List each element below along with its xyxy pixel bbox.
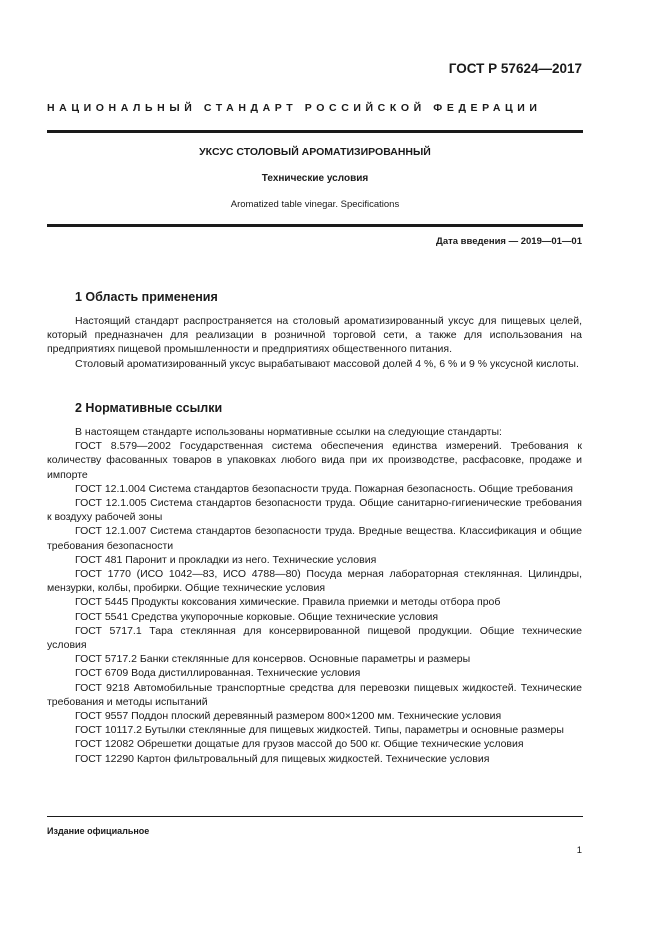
reference-item: ГОСТ 5717.1 Тара стеклянная для консервированной пищевой продукции. Общие технические условия	[47, 624, 582, 652]
reference-item: ГОСТ 6709 Вода дистиллированная. Технические условия	[75, 667, 361, 680]
page-number: 1	[576, 845, 582, 856]
reference-item: ГОСТ 12082 Обрешетки дощатые для грузов массой до 500 кг. Общие технические условия	[75, 738, 524, 751]
document-title: УКСУС СТОЛОВЫЙ АРОМАТИЗИРОВАННЫЙ	[199, 146, 431, 158]
reference-item: ГОСТ 12.1.004 Система стандартов безопасности труда. Пожарная безопасность. Общие требования	[75, 482, 573, 495]
section-1-paragraph: Настоящий стандарт распространяется на столовый ароматизированный уксус для пищевых целей, который предназначен для реализации в розничной торговой сети, а также для использования на предприятиях пищевой промышленности и предприятиях общественного питания.	[47, 315, 582, 356]
reference-item: ГОСТ 5541 Средства укупорочные корковые. Общие технические условия	[75, 610, 439, 623]
reference-item: ГОСТ 481 Паронит и прокладки из него. Технические условия	[75, 553, 377, 566]
introduction-date: Дата введения — 2019—01—01	[436, 236, 582, 247]
footer-divider	[47, 816, 583, 817]
section-1-paragraph: Столовый ароматизированный уксус вырабатывают массовой долей 4 %, 6 % и 9 % уксусной кислоты.	[75, 357, 579, 370]
reference-item: ГОСТ 12290 Картон фильтровальный для пищевых жидкостей. Технические условия	[75, 752, 490, 765]
header-divider-bottom	[47, 224, 583, 227]
reference-item: ГОСТ 12.1.007 Система стандартов безопасности труда. Вредные вещества. Классификация и общие требования безопасности	[47, 525, 582, 552]
section-2-body	[47, 425, 582, 766]
document-title-english: Aromatized table vinegar. Specifications	[230, 199, 400, 210]
section-2-heading: 2 Нормативные ссылки	[75, 401, 223, 415]
reference-item: ГОСТ 9218 Автомобильные транспортные средства для перевозки пищевых жидкостей. Технические требования и методы испытаний	[47, 681, 582, 708]
reference-item: ГОСТ 8.579—2002 Государственная система обеспечения единства измерений. Требования к количеству фасованных товаров в упаковках любого вида при их производстве, расфасовке, продаже и импорте	[47, 440, 582, 481]
header-divider-top	[47, 130, 583, 133]
section-1-body	[47, 314, 582, 371]
reference-item: ГОСТ 5445 Продукты коксования химические. Правила приемки и методы отбора проб	[75, 596, 501, 609]
reference-item: ГОСТ 1770 (ИСО 1042—83, ИСО 4788—80) Посуда мерная лабораторная стеклянная. Цилиндры, мензурки, колбы, пробирки. Общие технические условия	[47, 568, 582, 595]
reference-item: ГОСТ 10117.2 Бутылки стеклянные для пищевых жидкостей. Типы, параметры и основные размеры	[75, 724, 564, 737]
reference-item: ГОСТ 12.1.005 Система стандартов безопасности труда. Общие санитарно-гигиенические требования к воздуху рабочей зоны	[47, 497, 582, 524]
reference-item: ГОСТ 9557 Поддон плоский деревянный размером 800×1200 мм. Технические условия	[75, 710, 502, 723]
official-edition-note: Издание официальное	[47, 826, 150, 836]
document-subtitle: Технические условия	[261, 173, 369, 184]
section-2-intro: В настоящем стандарте использованы нормативные ссылки на следующие стандарты:	[75, 426, 502, 438]
document-number: ГОСТ Р 57624—2017	[448, 61, 582, 76]
reference-item: ГОСТ 5717.2 Банки стеклянные для консервов. Основные параметры и размеры	[75, 653, 471, 666]
national-standard-label: НАЦИОНАЛЬНЫЙ СТАНДАРТ РОССИЙСКОЙ ФЕДЕРАЦИИ	[47, 102, 542, 114]
section-1-heading: 1 Область применения	[75, 290, 218, 304]
